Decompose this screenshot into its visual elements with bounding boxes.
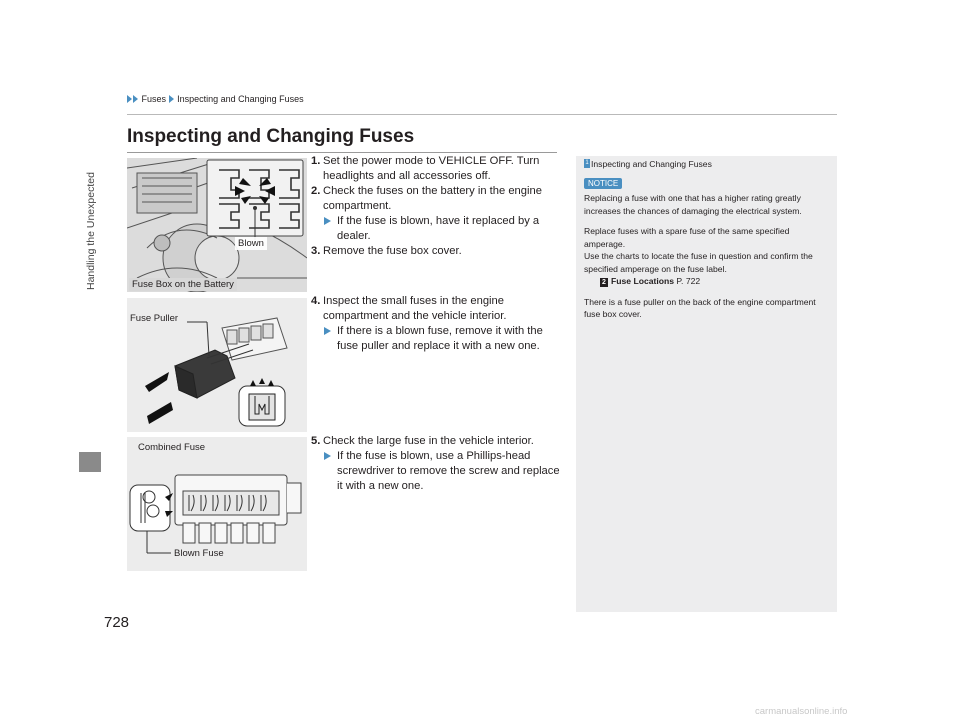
- notice-badge: NOTICE: [584, 178, 622, 189]
- blown-fuse-label: Blown Fuse: [174, 548, 224, 559]
- sidebar-paragraph: Replacing a fuse with one that has a higher rating greatly increases the chances of damaging the electrical system.: [584, 193, 802, 216]
- fig1-caption: Fuse Box on the Battery: [129, 278, 237, 291]
- step-2: 2. Check the fuses on the battery in the engine compartment.: [311, 185, 542, 212]
- arrow-icon: [324, 452, 331, 460]
- step-1: 1. Set the power mode to VEHICLE OFF. Turn headlights and all accessories off.: [311, 155, 540, 182]
- breadcrumb-arrow-icon: [169, 95, 174, 103]
- blown-label: Blown: [235, 237, 267, 250]
- reference-page: P. 722: [676, 276, 701, 286]
- reference-label: Fuse Locations: [611, 276, 675, 286]
- page-title: Inspecting and Changing Fuses: [127, 126, 415, 147]
- steps-group-3: [311, 434, 561, 494]
- page-number: 728: [104, 614, 130, 631]
- watermark: carmanualsonline.info: [755, 706, 848, 717]
- breadcrumb-arrow-icon: [133, 95, 138, 103]
- sidebar-paragraph: Replace fuses with a spare fuse of the same specified amperage.: [584, 226, 790, 249]
- notes-sidebar: [576, 156, 837, 612]
- reference-icon: 2: [600, 278, 608, 287]
- header-rule: [127, 114, 837, 115]
- arrow-icon: [324, 217, 331, 225]
- step-4-substep: If there is a blown fuse, remove it with the fuse puller and replace it with a new one.: [311, 324, 561, 354]
- step-2-substep: If the fuse is blown, have it replaced by a dealer.: [311, 214, 561, 244]
- fuse-puller-figure: [127, 298, 307, 432]
- sidebar-body: [584, 192, 829, 329]
- steps-group-2: [311, 294, 561, 354]
- step-3: 3. Remove the fuse box cover.: [311, 245, 462, 257]
- arrow-icon: [324, 327, 331, 335]
- breadcrumb-topic: Inspecting and Changing Fuses: [177, 94, 304, 104]
- note-number-icon: 1: [585, 160, 589, 166]
- breadcrumb-section: Fuses: [141, 94, 167, 104]
- steps-group-1: [311, 154, 561, 259]
- sidebar-paragraph: There is a fuse puller on the back of the engine compartment fuse box cover.: [584, 296, 816, 319]
- step-5-substep: If the fuse is blown, use a Phillips-head screwdriver to remove the screw and replace it with a new one.: [311, 449, 561, 494]
- breadcrumb: [127, 94, 304, 104]
- sidebar-paragraph: Use the charts to locate the fuse in question and confirm the specified amperage on the fuse label.: [584, 251, 813, 274]
- chapter-label: Handling the Unexpected: [85, 172, 97, 290]
- title-rule: [127, 152, 557, 153]
- battery-fuse-illustration: [127, 158, 307, 292]
- fuse-puller-label: Fuse Puller: [130, 313, 179, 324]
- step-4: 4. Inspect the small fuses in the engine compartment and the vehicle interior.: [311, 295, 507, 322]
- cross-reference[interactable]: [584, 275, 829, 288]
- fuse-box-battery-figure: [127, 158, 307, 292]
- step-5: 5. Check the large fuse in the vehicle interior.: [311, 435, 534, 447]
- breadcrumb-arrow-icon: [127, 95, 132, 103]
- combined-fuse-label: Combined Fuse: [138, 442, 206, 453]
- combined-fuse-figure: [127, 437, 307, 571]
- sidebar-heading: 1 Inspecting and Changing Fuses: [585, 159, 712, 169]
